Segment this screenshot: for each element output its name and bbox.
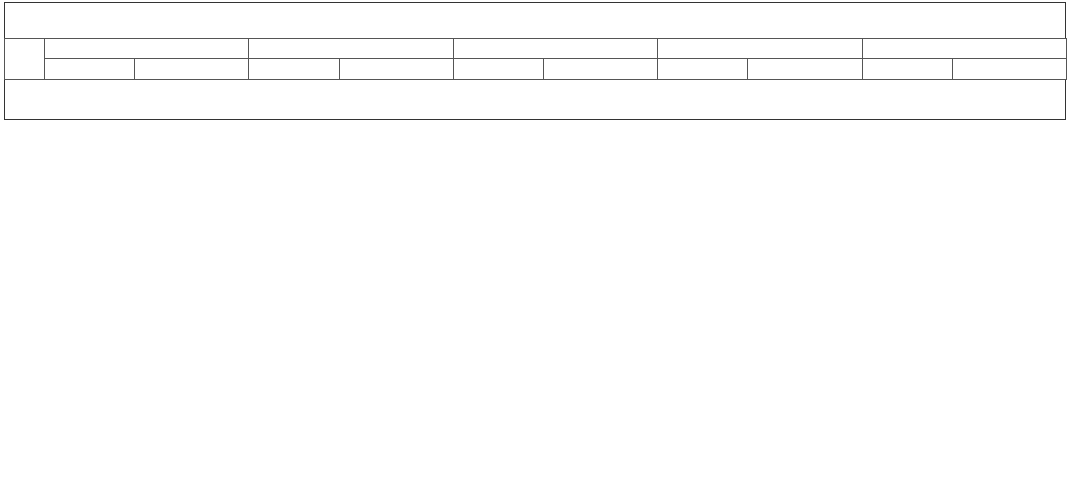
afternoon-header [952,59,1066,80]
afternoon-header [339,59,453,80]
class-column-header [5,39,45,80]
morning-header [658,59,748,80]
document-title [4,2,1066,38]
morning-header [862,59,952,80]
afternoon-header [543,59,657,80]
day-header [249,39,453,59]
schedule-table [4,38,1067,80]
day-header [658,39,862,59]
afternoon-header [748,59,862,80]
notes [4,80,1066,120]
morning-header [45,59,135,80]
day-header [453,39,657,59]
day-header-row [5,39,1067,59]
morning-header [249,59,339,80]
day-header [862,39,1066,59]
morning-header [453,59,543,80]
day-header [45,39,249,59]
half-header-row [5,59,1067,80]
timetable-document [4,2,1066,120]
afternoon-header [135,59,249,80]
